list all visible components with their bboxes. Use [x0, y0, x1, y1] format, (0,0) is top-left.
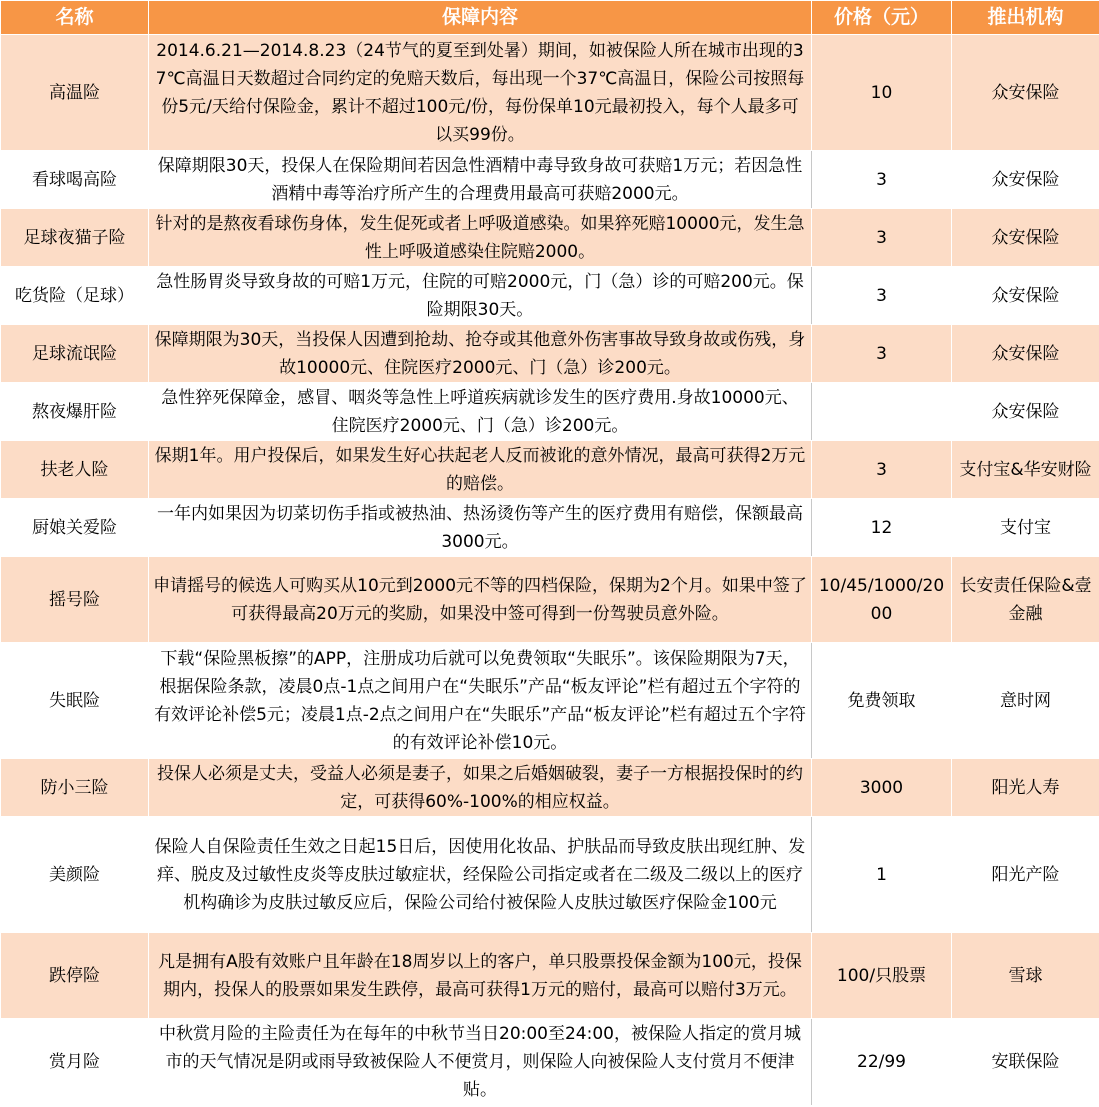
cell-issuer: 众安保险: [952, 325, 1099, 383]
header-issuer: 推出机构: [952, 1, 1099, 35]
cell-name: 吃货险（足球）: [1, 267, 149, 325]
table-row: [1, 35, 1099, 151]
cell-issuer: 支付宝&华安财险: [952, 441, 1099, 499]
cell-content: 针对的是熬夜看球伤身体，发生促死或者上呼吸道感染。如果猝死赔10000元，发生急性上呼吸道感染住院赔2000。: [149, 209, 812, 267]
cell-issuer: 阳光产险: [952, 817, 1099, 933]
cell-price: 100/只股票: [812, 933, 952, 1019]
cell-issuer: 众安保险: [952, 151, 1099, 209]
cell-content: 凡是拥有A股有效账户且年龄在18周岁以上的客户，单只股票投保金额为100元，投保期内，投保人的股票如果发生跌停，最高可获得1万元的赔付，最高可以赔付3万元。: [149, 933, 812, 1019]
cell-price: 1: [812, 817, 952, 933]
cell-content: 保障期限30天，投保人在保险期间若因急性酒精中毒导致身故可获赔1万元；若因急性酒精中毒等治疗所产生的合理费用最高可获赔2000元。: [149, 151, 812, 209]
cell-name: 赏月险: [1, 1019, 149, 1106]
table-row: [1, 817, 1099, 933]
cell-name: 足球夜猫子险: [1, 209, 149, 267]
table-row: [1, 1019, 1099, 1106]
table-row: [1, 383, 1099, 441]
header-name: 名称: [1, 1, 149, 35]
cell-name: 失眠险: [1, 643, 149, 759]
cell-price: 3: [812, 267, 952, 325]
cell-name: 美颜险: [1, 817, 149, 933]
cell-name: 高温险: [1, 35, 149, 151]
cell-price: 3: [812, 151, 952, 209]
header-row: [1, 1, 1099, 35]
cell-name: 熬夜爆肝险: [1, 383, 149, 441]
cell-issuer: 雪球: [952, 933, 1099, 1019]
table-row: [1, 325, 1099, 383]
cell-name: 看球喝高险: [1, 151, 149, 209]
cell-price: 3: [812, 325, 952, 383]
cell-price: 22/99: [812, 1019, 952, 1106]
table-row: [1, 643, 1099, 759]
cell-issuer: 意时网: [952, 643, 1099, 759]
table-row: [1, 759, 1099, 817]
cell-name: 防小三险: [1, 759, 149, 817]
cell-issuer: 阳光人寿: [952, 759, 1099, 817]
table-row: [1, 267, 1099, 325]
cell-name: 扶老人险: [1, 441, 149, 499]
cell-issuer: 众安保险: [952, 209, 1099, 267]
table-row: [1, 441, 1099, 499]
header-price: 价格（元）: [812, 1, 952, 35]
table-row: [1, 209, 1099, 267]
cell-content: 一年内如果因为切菜切伤手指或被热油、热汤烫伤等产生的医疗费用有赔偿，保额最高3000元。: [149, 499, 812, 557]
table-row: [1, 933, 1099, 1019]
cell-content: 2014.6.21—2014.8.23（24节气的夏至到处暑）期间，如被保险人所在城市出现的37℃高温日天数超过合同约定的免赔天数后，每出现一个37℃高温日，保险公司按照每份5元/天给付保险金，累计不超过100元/份，每份保单10元最初投入，每个人最多可以买99份。: [149, 35, 812, 151]
cell-price: 3: [812, 441, 952, 499]
cell-content: 保期1年。用户投保后，如果发生好心扶起老人反而被讹的意外情况，最高可获得2万元的赔偿。: [149, 441, 812, 499]
cell-price: 12: [812, 499, 952, 557]
cell-price: [812, 383, 952, 441]
cell-price: 3: [812, 209, 952, 267]
cell-name: 跌停险: [1, 933, 149, 1019]
cell-issuer: 众安保险: [952, 267, 1099, 325]
cell-issuer: 众安保险: [952, 35, 1099, 151]
table-row: [1, 557, 1099, 643]
table-row: [1, 151, 1099, 209]
cell-name: 足球流氓险: [1, 325, 149, 383]
cell-content: 中秋赏月险的主险责任为在每年的中秋节当日20:00至24:00，被保险人指定的赏月城市的天气情况是阴或雨导致被保险人不便赏月，则保险人向被保险人支付赏月不便津贴。: [149, 1019, 812, 1106]
cell-issuer: 众安保险: [952, 383, 1099, 441]
cell-content: 急性肠胃炎导致身故的可赔1万元，住院的可赔2000元，门（急）诊的可赔200元。保险期限30天。: [149, 267, 812, 325]
cell-issuer: 安联保险: [952, 1019, 1099, 1106]
cell-content: 申请摇号的候选人可购买从10元到2000元不等的四档保险，保期为2个月。如果中签了可获得最高20万元的奖励，如果没中签可得到一份驾驶员意外险。: [149, 557, 812, 643]
cell-price: 3000: [812, 759, 952, 817]
cell-issuer: 支付宝: [952, 499, 1099, 557]
cell-price: 10: [812, 35, 952, 151]
cell-content: 保障期限为30天，当投保人因遭到抢劫、抢夺或其他意外伤害事故导致身故或伤残，身故10000元、住院医疗2000元、门（急）诊200元。: [149, 325, 812, 383]
cell-content: 下载“保险黑板擦”的APP，注册成功后就可以免费领取“失眠乐”。该保险期限为7天，根据保险条款，凌晨0点-1点之间用户在“失眠乐”产品“板友评论”栏有超过五个字符的有效评论补偿5元；凌晨1点-2点之间用户在“失眠乐”产品“板友评论”栏有超过五个字符的有效评论补偿10元。: [149, 643, 812, 759]
table-row: [1, 499, 1099, 557]
header-content: 保障内容: [149, 1, 812, 35]
cell-content: 投保人必须是丈夫，受益人必须是妻子，如果之后婚姻破裂，妻子一方根据投保时的约定，可获得60%-100%的相应权益。: [149, 759, 812, 817]
cell-content: 保险人自保险责任生效之日起15日后，因使用化妆品、护肤品而导致皮肤出现红肿、发痒、脱皮及过敏性皮炎等皮肤过敏症状，经保险公司指定或者在二级及二级以上的医疗机构确诊为皮肤过敏反应后，保险公司给付被保险人皮肤过敏医疗保险金100元: [149, 817, 812, 933]
cell-price: 免费领取: [812, 643, 952, 759]
cell-name: 厨娘关爱险: [1, 499, 149, 557]
cell-price: 10/45/1000/2000: [812, 557, 952, 643]
cell-issuer: 长安责任保险&壹金融: [952, 557, 1099, 643]
cell-name: 摇号险: [1, 557, 149, 643]
cell-content: 急性猝死保障金，感冒、咽炎等急性上呼道疾病就诊发生的医疗费用.身故10000元、住院医疗2000元、门（急）诊200元。: [149, 383, 812, 441]
